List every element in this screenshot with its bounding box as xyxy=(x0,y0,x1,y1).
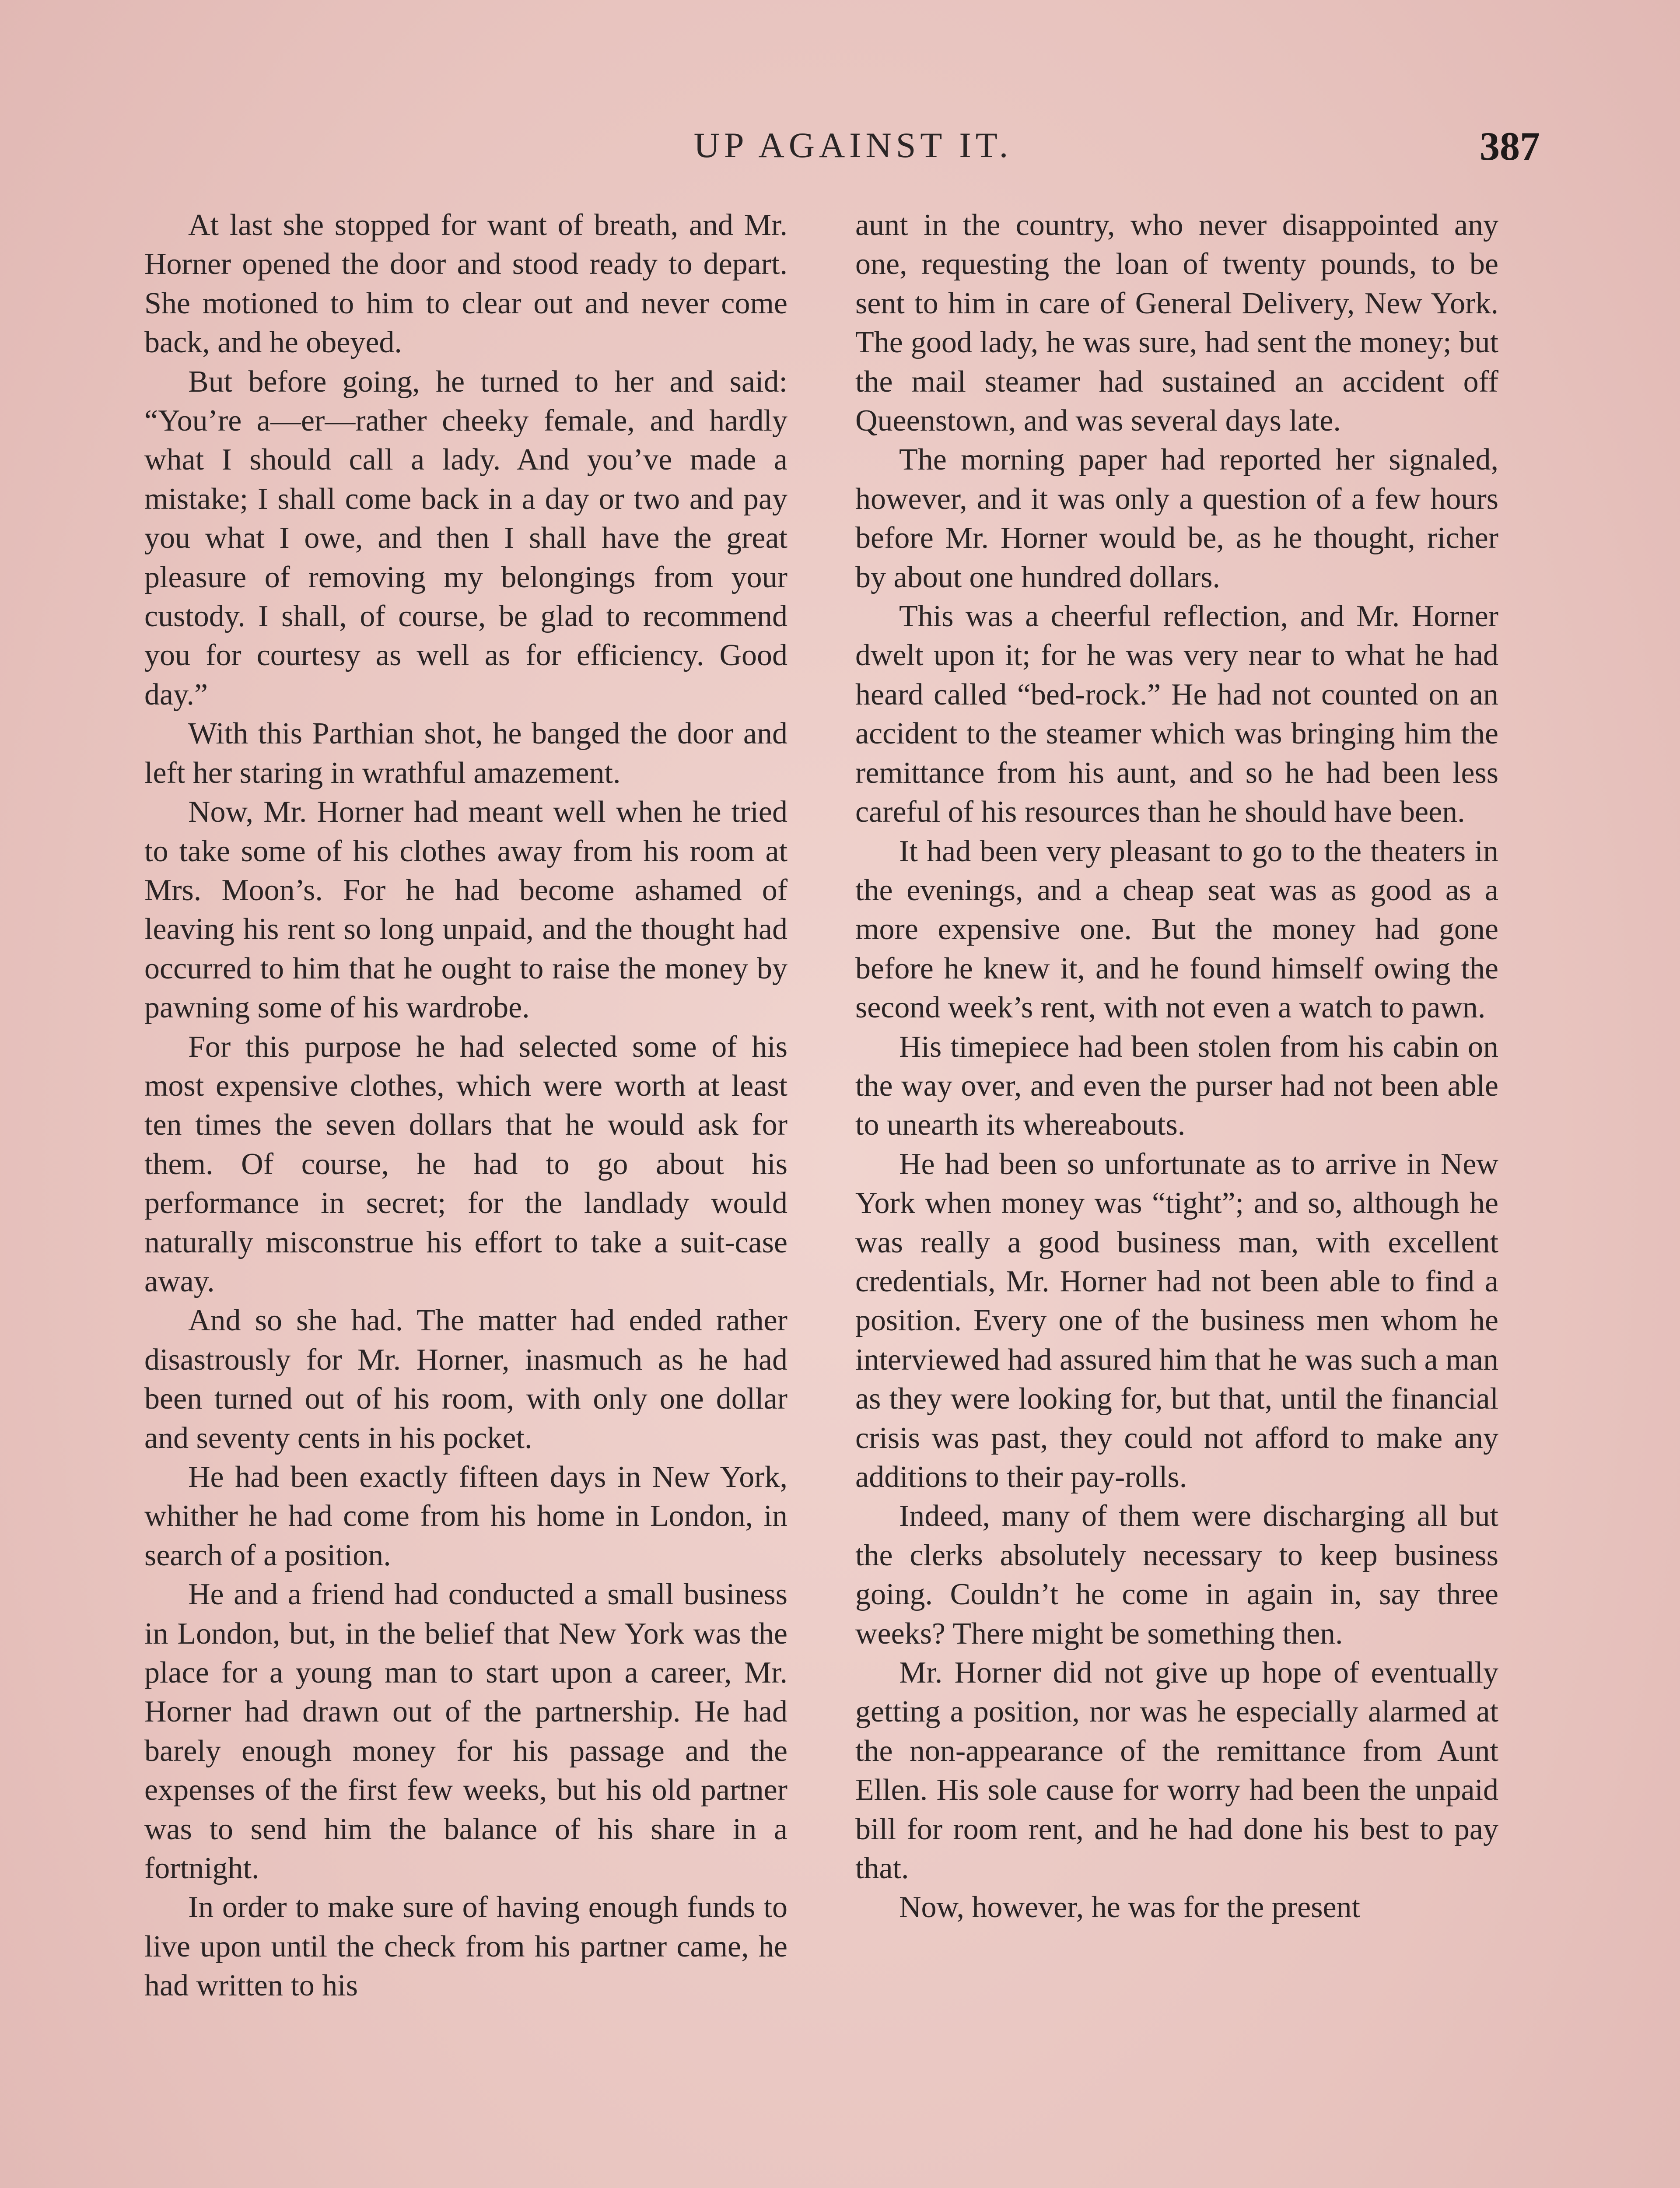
paragraph: At last she stopped for want of breath, and Mr. Horner opened the door and stood ready to depart. She motioned to him to clear out and never come back, and he obeyed. xyxy=(144,208,788,360)
paragraph: Now, Mr. Horner had meant well when he tried to take some of his clothes away from his room at Mrs. Moon’s. For he had become ashamed of leaving his rent so long unpaid, and the thought had occurred to him that he ought to raise the money by pawning some of his wardrobe. xyxy=(144,795,788,1025)
left-column xyxy=(144,206,788,2006)
paragraph-continued: aunt in the country, who never disappointed any one, requesting the loan of twenty pounds, to be sent to him in care of General Delivery, New York. The good lady, he was sure, had sent the money; but the mail steamer had sustained an accident off Queenstown, and was several days late. xyxy=(855,208,1498,438)
paragraph: In order to make sure of having enough funds to live upon until the check from his partner came, he had written to his xyxy=(144,1890,788,2003)
paragraph: Mr. Horner did not give up hope of eventually getting a position, nor was he especially alarmed at the non-appearance of the remittance from Aunt Ellen. His sole cause for worry had been the unpaid bill for room rent, and he had done his best to pay that. xyxy=(855,1656,1498,1886)
page-number: 387 xyxy=(1480,124,1540,168)
paragraph: Now, however, he was for the present xyxy=(899,1890,1360,1925)
paragraph: For this purpose he had selected some of his most expensive clothes, which were worth at least ten times the seven dollars that he would ask for them. Of course, he had to go about his performance in secret; for the landlady would naturally misconstrue his effort to take a suit-case away. xyxy=(144,1030,788,1298)
paragraph: He had been so unfortunate as to arrive in New York when money was “tight”; and so, although he was really a good business man, with excellent credentials, Mr. Horner had not been able to find a position. Every one of the business men whom he interviewed had assured him that he was such a man as they were looking for, but that, until the financial crisis was past, they could not afford to make any additions to their pay-rolls. xyxy=(855,1147,1498,1494)
paragraph: His timepiece had been stolen from his cabin on the way over, and even the purser had not been able to unearth its whereabouts. xyxy=(855,1030,1498,1142)
running-head-title: UP AGAINST IT. xyxy=(693,125,1013,165)
paragraph: The morning paper had reported her signaled, however, and it was only a question of a few hours before Mr. Horner would be, as he thought, richer by about one hundred dollars. xyxy=(855,443,1498,594)
paragraph: But before going, he turned to her and said: “You’re a—er—rather cheeky female, and hardly what I should call a lady. And you’ve made a mistake; I shall come back in a day or two and pay you what I owe, and then I shall have the great pleasure of removing my belongings from your custody. I shall, of course, be glad to recommend you for courtesy as well as for efficiency. Good day.” xyxy=(144,365,788,712)
running-head xyxy=(166,125,1540,173)
paragraph: He and a friend had conducted a small business in London, but, in the belief that New York was the place for a young man to start upon a career, Mr. Horner had drawn out of the partnership. He had barely enough money for his passage and the expenses of the first few weeks, but his old partner was to send him the balance of his share in a fortnight. xyxy=(144,1578,788,1886)
paragraph: And so she had. The matter had ended rather disastrously for Mr. Horner, inasmuch as he had been turned out of his room, with only one dollar and seventy cents in his pocket. xyxy=(144,1304,788,1455)
paragraph: With this Parthian shot, he banged the door and left her staring in wrathful amazement. xyxy=(144,717,788,790)
paragraph: This was a cheerful reflection, and Mr. Horner dwelt upon it; for he was very near to what he had heard called “bed-rock.” He had not counted on an accident to the steamer which was bringing him the remittance from his aunt, and so he had been less careful of his resources than he should have been. xyxy=(855,600,1498,829)
paragraph: He had been exactly fifteen days in New York, whither he had come from his home in London, in search of a position. xyxy=(144,1460,788,1572)
paragraph: It had been very pleasant to go to the theaters in the evenings, and a cheap seat was as good as a more expensive one. But the money had gone before he knew it, and he found himself owing the second week’s rent, with not even a watch to pawn. xyxy=(855,834,1498,1025)
right-column xyxy=(855,206,1498,1927)
paragraph: Indeed, many of them were discharging all but the clerks absolutely necessary to keep business going. Couldn’t he come in again in, say three weeks? There might be something then. xyxy=(855,1499,1498,1651)
